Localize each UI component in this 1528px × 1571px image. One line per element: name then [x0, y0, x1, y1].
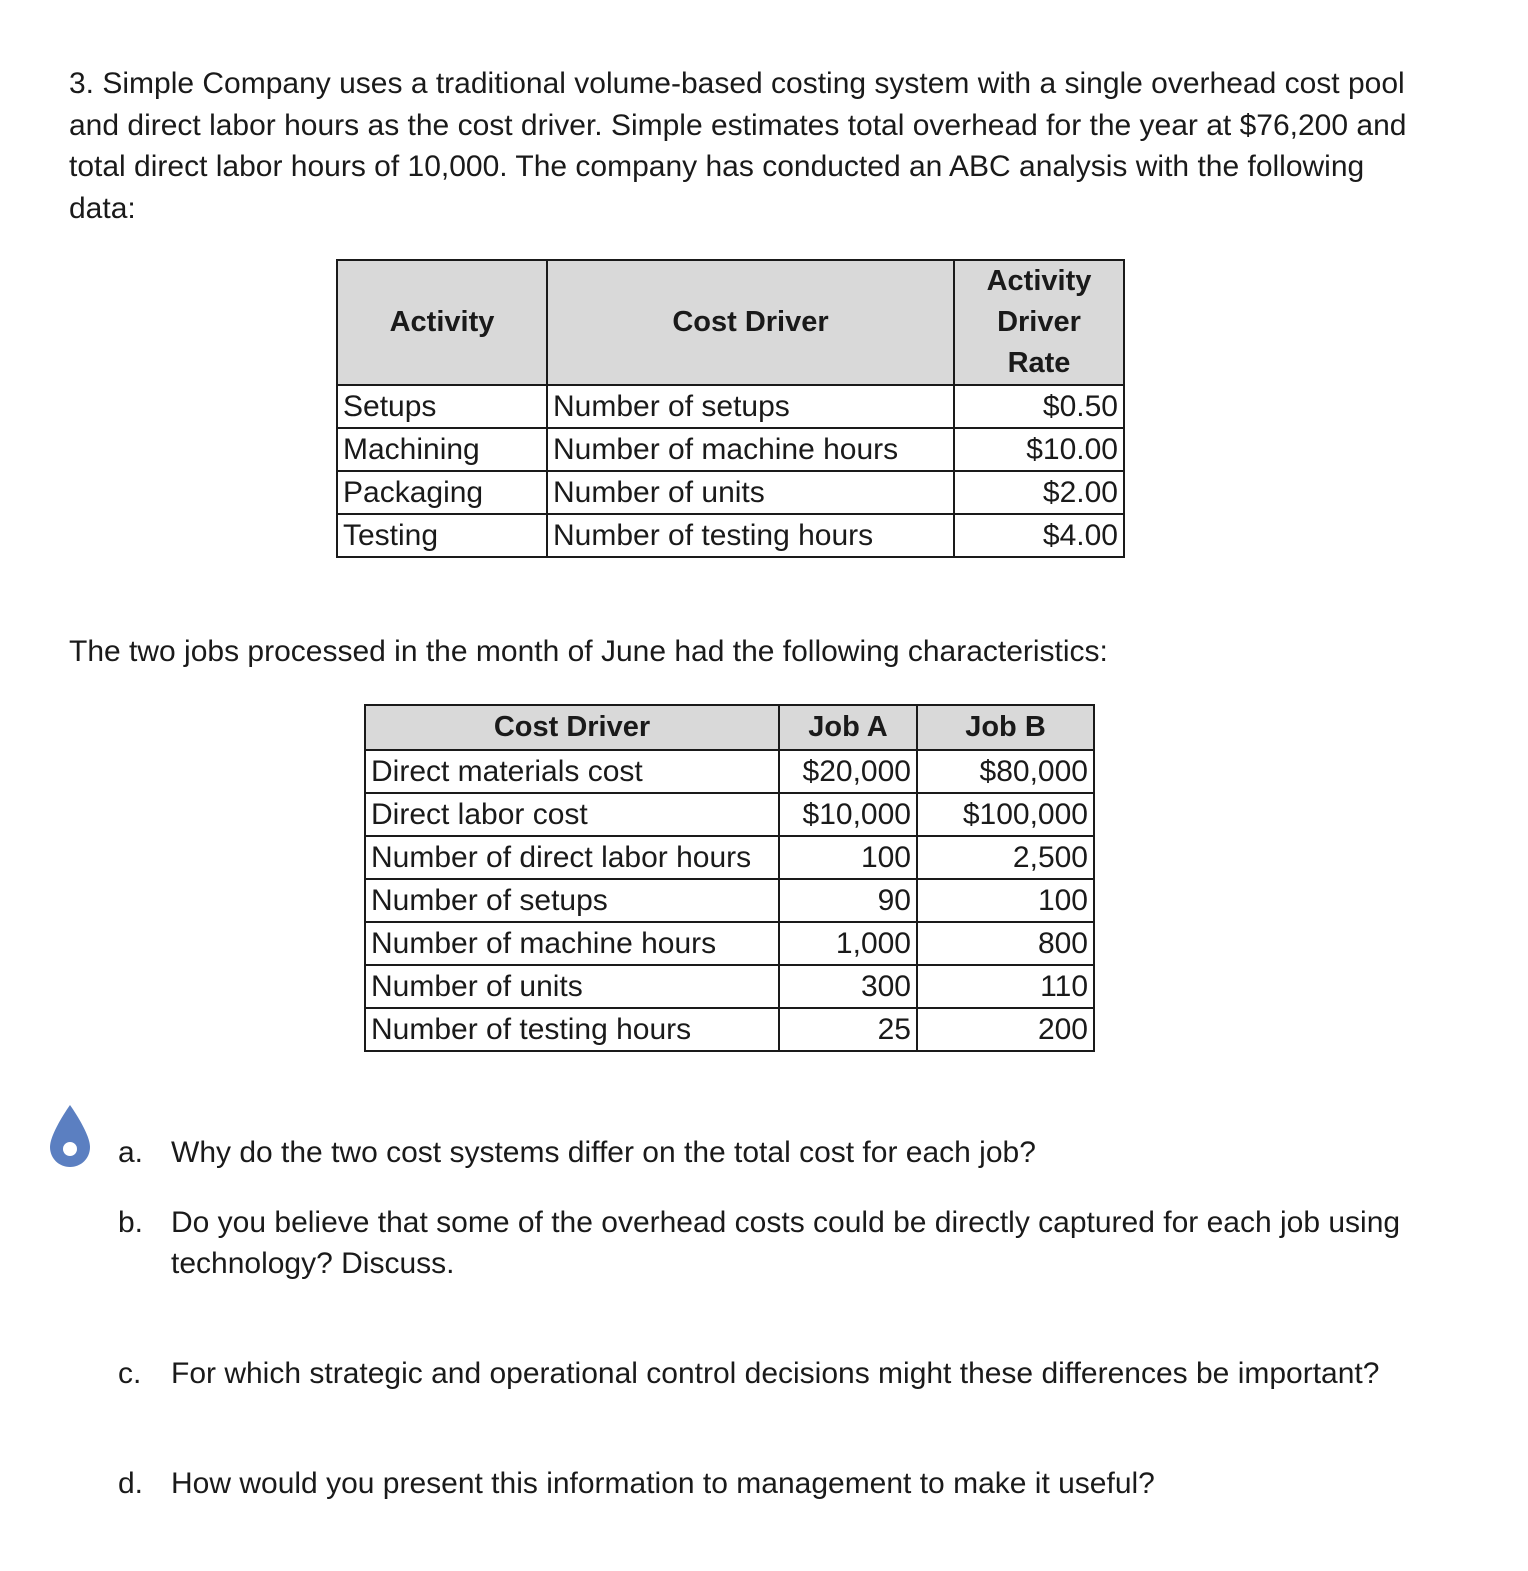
table-row — [365, 922, 1094, 965]
header-rate-line: Rate — [1007, 347, 1071, 379]
job-a-value: 1,000 — [779, 922, 917, 965]
row-label: Direct materials cost — [365, 750, 779, 793]
header-job-a: Job A — [779, 705, 917, 750]
row-label: Direct labor cost — [365, 793, 779, 836]
table-row — [365, 1008, 1094, 1051]
row-label: Number of setups — [365, 879, 779, 922]
job-b-value: 110 — [917, 965, 1094, 1008]
table-row — [337, 428, 1124, 471]
cost-driver-cell: Number of units — [547, 471, 954, 514]
jobs-characteristics-table — [364, 704, 1095, 1052]
question-letter: b. — [118, 1206, 144, 1239]
activity-cell: Machining — [337, 428, 547, 471]
job-b-value: $80,000 — [917, 750, 1094, 793]
question-letter: d. — [118, 1467, 144, 1500]
cost-driver-cell: Number of machine hours — [547, 428, 954, 471]
job-a-value: 90 — [779, 879, 917, 922]
rate-cell: $4.00 — [954, 514, 1124, 557]
table-row — [365, 965, 1094, 1008]
row-label: Number of direct labor hours — [365, 836, 779, 879]
job-a-value: 300 — [779, 965, 917, 1008]
header-rate-line: Activity — [986, 265, 1092, 297]
header-cost-driver: Cost Driver — [365, 705, 779, 750]
activity-cell: Testing — [337, 514, 547, 557]
question-text: Do you believe that some of the overhead costs could be directly captured for each job using technology? Discuss. — [171, 1206, 1401, 1280]
job-b-value: 100 — [917, 879, 1094, 922]
question-text: For which strategic and operational control decisions might these differences be important? — [171, 1357, 1380, 1390]
drop-pin-icon[interactable] — [47, 1103, 93, 1169]
rate-cell: $0.50 — [954, 385, 1124, 428]
job-b-value: 2,500 — [917, 836, 1094, 879]
rate-cell: $10.00 — [954, 428, 1124, 471]
question-text: Why do the two cost systems differ on the total cost for each job? — [171, 1136, 1036, 1169]
job-a-value: 25 — [779, 1008, 917, 1051]
job-a-value: 100 — [779, 836, 917, 879]
activity-cell: Setups — [337, 385, 547, 428]
table-row — [365, 793, 1094, 836]
table-row — [337, 471, 1124, 514]
question-item — [118, 1463, 1408, 1504]
table-row — [365, 836, 1094, 879]
job-a-value: $10,000 — [779, 793, 917, 836]
question-text: How would you present this information to management to make it useful? — [171, 1467, 1155, 1500]
table-row — [365, 879, 1094, 922]
job-b-value: 800 — [917, 922, 1094, 965]
row-label: Number of units — [365, 965, 779, 1008]
job-a-value: $20,000 — [779, 750, 917, 793]
activity-rate-table — [336, 259, 1125, 558]
header-cost-driver: Cost Driver — [547, 260, 954, 385]
question-letter: a. — [118, 1136, 144, 1169]
job-b-value: 200 — [917, 1008, 1094, 1051]
header-rate-line: Driver — [997, 306, 1081, 338]
job-b-value: $100,000 — [917, 793, 1094, 836]
cost-driver-cell: Number of testing hours — [547, 514, 954, 557]
row-label: Number of testing hours — [365, 1008, 779, 1051]
question-letter: c. — [118, 1357, 142, 1390]
header-activity: Activity — [337, 260, 547, 385]
question-item — [118, 1353, 1408, 1394]
question-item — [118, 1202, 1408, 1284]
row-label: Number of machine hours — [365, 922, 779, 965]
header-job-b: Job B — [917, 705, 1094, 750]
cost-driver-cell: Number of setups — [547, 385, 954, 428]
table-row — [337, 385, 1124, 428]
table-header-row — [365, 705, 1094, 750]
table-header-row — [337, 260, 1124, 385]
table-row — [337, 514, 1124, 557]
jobs-intro: The two jobs processed in the month of June had the following characteristics: — [69, 635, 1108, 668]
table-row — [365, 750, 1094, 793]
problem-intro: 3. Simple Company uses a traditional volume-based costing system with a single overhead cost pool and direct labor hours as the cost driver. Simple estimates total overhead for the year at $76,200 and total direct labor hours of 10,000. The company has conducted an ABC analysis with the following data: — [69, 67, 1407, 225]
activity-cell: Packaging — [337, 471, 547, 514]
rate-cell: $2.00 — [954, 471, 1124, 514]
question-item — [118, 1132, 1408, 1173]
header-activity-driver-rate — [954, 260, 1124, 385]
